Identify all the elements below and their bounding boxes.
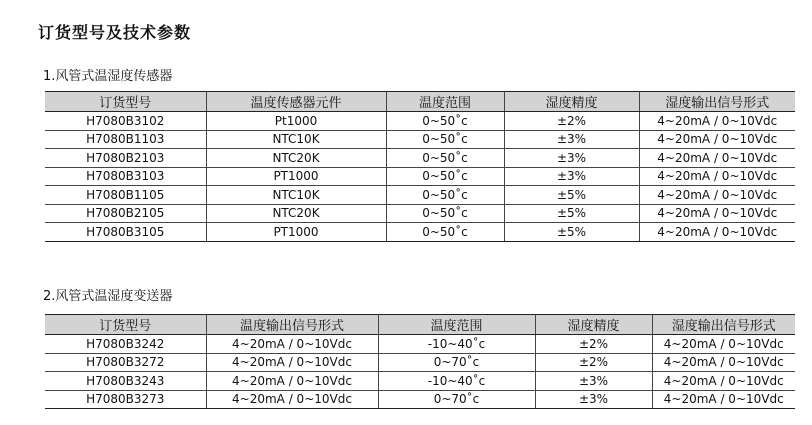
table-cell: ±2% bbox=[535, 335, 652, 354]
table-cell: NTC20K bbox=[206, 204, 386, 223]
table-cell: NTC20K bbox=[206, 149, 386, 168]
table-cell: H7080B3272 bbox=[45, 353, 206, 372]
table-cell: H7080B2103 bbox=[45, 149, 206, 168]
table-row bbox=[45, 223, 795, 242]
table-cell: 4~20mA / 0~10Vdc bbox=[206, 335, 378, 354]
table-row bbox=[45, 335, 795, 354]
table-cell: ±5% bbox=[504, 186, 639, 205]
table-header-row bbox=[45, 315, 795, 335]
table-cell: 0~50˚c bbox=[386, 204, 504, 223]
table-cell: ±5% bbox=[504, 223, 639, 242]
table-cell: 0~70˚c bbox=[378, 353, 535, 372]
table-cell: 4~20mA / 0~10Vdc bbox=[639, 130, 795, 149]
table-cell: ±3% bbox=[535, 390, 652, 409]
table-cell: 4~20mA / 0~10Vdc bbox=[639, 167, 795, 186]
table-cell: ±3% bbox=[504, 149, 639, 168]
table-cell: NTC10K bbox=[206, 186, 386, 205]
column-header: 温度输出信号形式 bbox=[206, 315, 378, 335]
table-cell: 0~50˚c bbox=[386, 223, 504, 242]
transmitter-spec-table bbox=[45, 314, 795, 409]
table-cell: 0~50˚c bbox=[386, 112, 504, 131]
table-cell: 4~20mA / 0~10Vdc bbox=[639, 149, 795, 168]
column-header: 温度范围 bbox=[378, 315, 535, 335]
table-cell: -10~40˚c bbox=[378, 335, 535, 354]
column-header: 温度传感器元件 bbox=[206, 92, 386, 112]
table-cell: -10~40˚c bbox=[378, 372, 535, 391]
sensor-spec-table bbox=[45, 91, 795, 242]
table-cell: NTC10K bbox=[206, 130, 386, 149]
table-row bbox=[45, 372, 795, 391]
column-header: 订货型号 bbox=[45, 315, 206, 335]
table-cell: Pt1000 bbox=[206, 112, 386, 131]
table-cell: ±3% bbox=[504, 167, 639, 186]
table-cell: ±2% bbox=[504, 112, 639, 131]
table-cell: 4~20mA / 0~10Vdc bbox=[652, 372, 795, 391]
table-row bbox=[45, 167, 795, 186]
section-title-sensors: 1.风管式温湿度传感器 bbox=[43, 69, 173, 84]
table-cell: 0~50˚c bbox=[386, 167, 504, 186]
column-header: 订货型号 bbox=[45, 92, 206, 112]
column-header: 湿度输出信号形式 bbox=[652, 315, 795, 335]
table-row bbox=[45, 112, 795, 131]
table-cell: ±3% bbox=[504, 130, 639, 149]
table-header-row bbox=[45, 92, 795, 112]
column-header: 湿度精度 bbox=[535, 315, 652, 335]
table-cell: 4~20mA / 0~10Vdc bbox=[652, 353, 795, 372]
table-row bbox=[45, 186, 795, 205]
table-cell: ±3% bbox=[535, 372, 652, 391]
column-header: 湿度精度 bbox=[504, 92, 639, 112]
table-cell: H7080B2105 bbox=[45, 204, 206, 223]
table-cell: PT1000 bbox=[206, 167, 386, 186]
table-cell: H7080B3105 bbox=[45, 223, 206, 242]
table-row bbox=[45, 353, 795, 372]
table-cell: 4~20mA / 0~10Vdc bbox=[206, 390, 378, 409]
table-row bbox=[45, 149, 795, 168]
table-row bbox=[45, 390, 795, 409]
table-cell: 0~70˚c bbox=[378, 390, 535, 409]
table-cell: 4~20mA / 0~10Vdc bbox=[652, 390, 795, 409]
table-cell: 4~20mA / 0~10Vdc bbox=[639, 112, 795, 131]
table-cell: ±2% bbox=[535, 353, 652, 372]
table-cell: 4~20mA / 0~10Vdc bbox=[652, 335, 795, 354]
table-row bbox=[45, 130, 795, 149]
table-cell: ±5% bbox=[504, 204, 639, 223]
column-header: 温度范围 bbox=[386, 92, 504, 112]
table-cell: 4~20mA / 0~10Vdc bbox=[639, 223, 795, 242]
table-cell: H7080B3102 bbox=[45, 112, 206, 131]
table-cell: H7080B3243 bbox=[45, 372, 206, 391]
table-cell: 0~50˚c bbox=[386, 186, 504, 205]
table-cell: 4~20mA / 0~10Vdc bbox=[206, 372, 378, 391]
table-cell: H7080B3273 bbox=[45, 390, 206, 409]
table-cell: 4~20mA / 0~10Vdc bbox=[639, 186, 795, 205]
table-cell: 0~50˚c bbox=[386, 149, 504, 168]
column-header: 湿度输出信号形式 bbox=[639, 92, 795, 112]
table-cell: 4~20mA / 0~10Vdc bbox=[639, 204, 795, 223]
table-cell: 0~50˚c bbox=[386, 130, 504, 149]
table-cell: H7080B3242 bbox=[45, 335, 206, 354]
table-cell: PT1000 bbox=[206, 223, 386, 242]
table-row bbox=[45, 204, 795, 223]
table-cell: H7080B3103 bbox=[45, 167, 206, 186]
table-cell: 4~20mA / 0~10Vdc bbox=[206, 353, 378, 372]
page-title: 订货型号及技术参数 bbox=[38, 23, 192, 42]
table-cell: H7080B1105 bbox=[45, 186, 206, 205]
table-cell: H7080B1103 bbox=[45, 130, 206, 149]
section-title-transmitters: 2.风管式温湿度变送器 bbox=[43, 289, 173, 304]
